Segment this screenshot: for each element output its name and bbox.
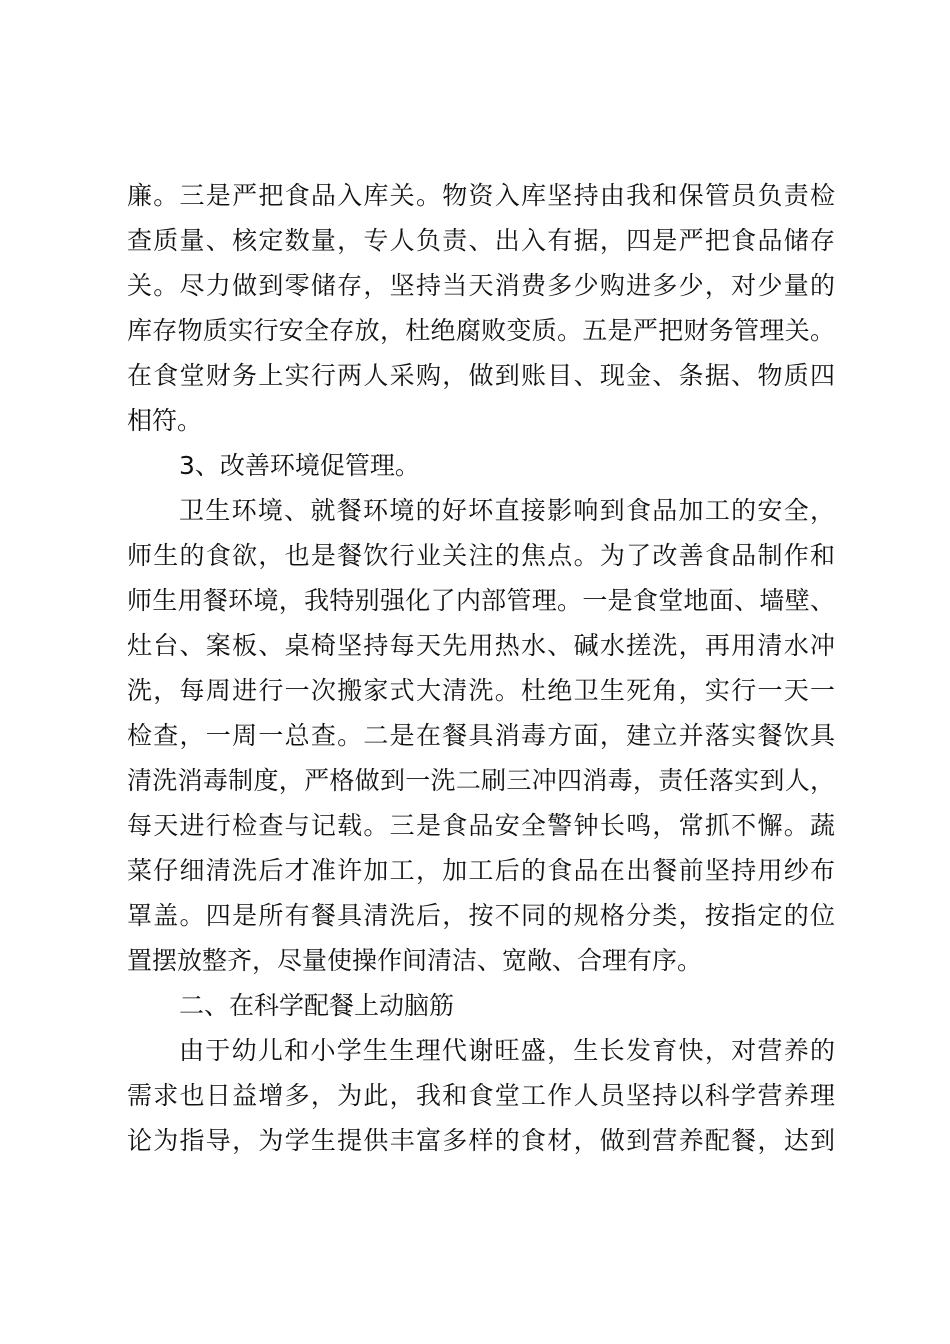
paragraph-line: 洗，每周进行一次搬家式大清洗。杜绝卫生死角，实行一天一 (127, 676, 835, 705)
paragraph-line: 每天进行检查与记载。三是食品安全警钟长鸣，常抓不懈。蔬 (127, 811, 835, 840)
paragraph-line: 需求也日益增多，为此，我和食堂工作人员坚持以科学营养理 (127, 1081, 835, 1110)
paragraph-line: 师生用餐环境，我特别强化了内部管理。一是食堂地面、墙壁、 (127, 586, 835, 615)
paragraph-line: 关。尽力做到零储存，坚持当天消费多少购进多少，对少量的 (127, 271, 835, 300)
paragraph-line: 菜仔细清洗后才准许加工，加工后的食品在出餐前坚持用纱布 (127, 856, 835, 885)
paragraph-line: 灶台、案板、桌椅坚持每天先用热水、碱水搓洗，再用清水冲 (127, 631, 835, 660)
document-body (127, 173, 835, 1163)
paragraph-line: 相符。 (127, 406, 203, 435)
paragraph-line: 论为指导，为学生提供丰富多样的食材，做到营养配餐，达到 (127, 1126, 835, 1155)
section-heading: 3、改善环境促管理。 (179, 451, 420, 480)
section-heading: 二、在科学配餐上动脑筋 (179, 991, 455, 1020)
paragraph-line: 师生的食欲，也是餐饮行业关注的焦点。为了改善食品制作和 (127, 541, 835, 570)
paragraph-line: 罩盖。四是所有餐具清洗后，按不同的规格分类，按指定的位 (127, 901, 835, 930)
paragraph-line: 检查，一周一总查。二是在餐具消毒方面，建立并落实餐饮具 (127, 721, 835, 750)
paragraph-line: 清洗消毒制度，严格做到一洗二刷三冲四消毒，责任落实到人， (127, 766, 835, 795)
paragraph-line: 置摆放整齐，尽量使操作间清洁、宽敞、合理有序。 (127, 946, 703, 975)
paragraph-line: 廉。三是严把食品入库关。物资入库坚持由我和保管员负责检 (127, 181, 835, 210)
paragraph-line: 由于幼儿和小学生生理代谢旺盛，生长发育快，对营养的 (179, 1036, 835, 1065)
paragraph-line: 在食堂财务上实行两人采购，做到账目、现金、条据、物质四 (127, 361, 835, 390)
paragraph-line: 库存物质实行安全存放，杜绝腐败变质。五是严把财务管理关。 (127, 316, 835, 345)
paragraph-line: 查质量、核定数量，专人负责、出入有据，四是严把食品储存 (127, 226, 835, 255)
paragraph-line: 卫生环境、就餐环境的好坏直接影响到食品加工的安全， (179, 496, 835, 525)
